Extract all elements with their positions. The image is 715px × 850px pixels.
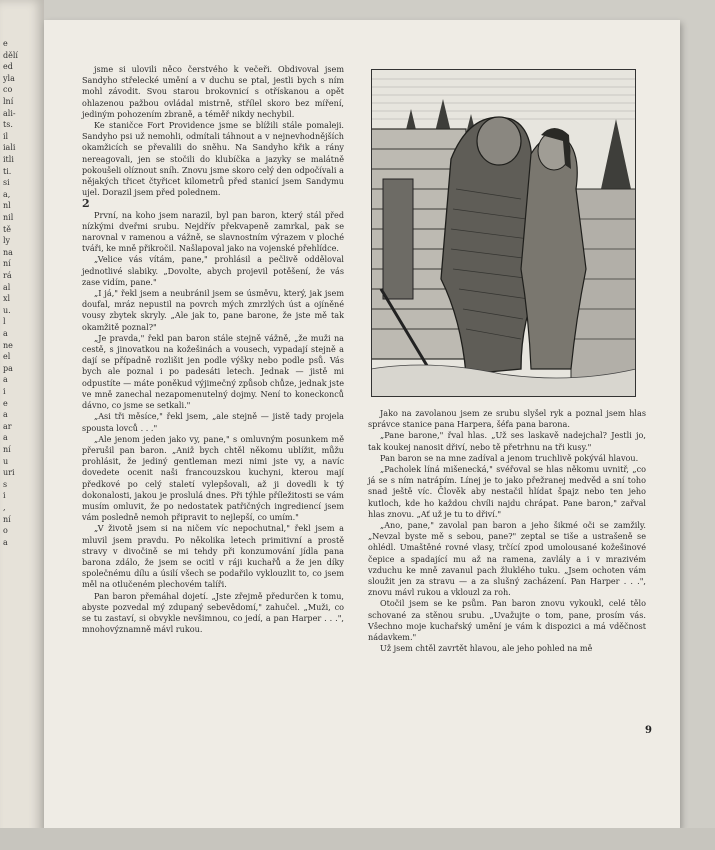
previous-page-text-fragment: al (3, 282, 11, 292)
previous-page-text-fragment: tě (3, 224, 11, 234)
previous-page-text-fragment: u (3, 456, 9, 466)
paragraph: Ke staničce Fort Providence jsme se blížili stále pomaleji. Sandyho psi už nemohli, odmítali táhnout a v nejnevhodnějších okamžicích se převalili do sněhu. Na Sandyho křik a rány nereagovali, jen se stočili do klubíčka a jazyky se malátně pokoušeli olíznout sníh. Znovu jsme skoro celý den odpočívali a nějakých třicet čtyřicet kilometrů před stanicí jsem Sandymu ujel. Dorazil jsem před polednem. (82, 120, 344, 198)
previous-page-text-fragment: i (3, 387, 6, 396)
previous-page-text-fragment: ts. (3, 120, 13, 130)
previous-page-text-fragment: nl (3, 201, 11, 211)
left-text-column (82, 64, 344, 635)
previous-page-text-fragment: e (3, 398, 8, 408)
previous-page-text-fragment: ali- (3, 108, 16, 118)
paragraph: Pan baron přemáhal dojetí. „Jste zřejmě předurčen k tomu, abyste pozvedal mý zdupaný sebevědomí," zahučel. „Muži, co se tu zastaví, si obvykle nevšimnou, co jedí, a pan Harper . . .", mnohovýznamně mávl rukou. (82, 590, 344, 635)
paragraph: Otočil jsem se ke psům. Pan baron znovu vykoukl, celé tělo schované za stěnou srubu. „Uvažujte o tom, pane, prosím vás. Všechno moje kuchařský umění je vám k dispozici a má vděčnost nádavkem." (368, 598, 646, 643)
previous-page-text-fragment: na (3, 247, 13, 257)
previous-page-text-fragment: lní (3, 97, 14, 106)
section-number: 2 (82, 197, 90, 211)
paragraph: „Asi tři měsíce," řekl jsem, „ale stejně — jistě tady projela spousta lovců . . ." (82, 411, 344, 433)
paragraph: Jako na zavolanou jsem ze srubu slyšel ryk a poznal jsem hlas správce stanice pana Harpera, šéfa pana barona. (368, 408, 646, 430)
previous-page-text-fragment: itli (3, 155, 14, 164)
previous-page-text-fragment: rá (3, 271, 12, 280)
paragraph: „Ano, pane," zavolal pan baron a jeho šikmé oči se zamžily. „Nevzal byste mě s sebou, pane?" zeptal se tiše a ustrašeně se ohlédl. Umaštěné rovné vlasy, trčící zpod umolousané kožešinové čepice a spadající mu až na ramena, zavlály a i v mrazivém vzduchu ke mně zavanul pach žluklého tuku. „Jsem ochoten vám sloužit jen za stravu — a za slušný zacházení. Pan Harper . . .", znovu mávl rukou a vklouzl za roh. (368, 520, 646, 598)
previous-page-text-fragment: iali (3, 143, 16, 153)
previous-page-text-fragment: el (3, 352, 11, 362)
previous-page-text-fragment: pa (3, 363, 13, 373)
previous-page-text-fragment: s (3, 479, 8, 489)
previous-page-text-fragment: ar (3, 421, 12, 431)
previous-page-text-fragment: a (3, 375, 8, 385)
previous-page-text-fragment: ly (3, 236, 11, 246)
paragraph: „I já," řekl jsem a neubránil jsem se úsměvu, který, jak jsem doufal, mráz nepustil na povrch mých zmrzlých úst a ojíněné vousy zbytek skryly. „Ale jak to, pane barone, že jste mě tak okamžitě poznal?" (82, 288, 344, 332)
book-page (44, 20, 680, 828)
previous-page-text-fragment: a (3, 433, 8, 443)
previous-page-text-fragment: ní (3, 445, 11, 454)
previous-page-text-fragment: xl (3, 294, 11, 304)
paragraph: jsme si ulovili něco čerstvého k večeři. Obdivoval jsem Sandyho střelecké umění a v duchu se ptal, jestli bych s ním mohl závodit. Svou starou brokovnicí s otřískanou a opět ohlazenou pažbou ovládal mistrně, střílel skoro bez míření, jediným pohozením zbraně, a téměř nikdy nechybil. (82, 64, 344, 119)
table-surface (0, 828, 715, 850)
previous-page-text-fragment: ne (3, 340, 13, 350)
previous-page-text-fragment: l (3, 317, 6, 327)
previous-page-text-fragment: o (3, 526, 8, 536)
previous-page-text-fragment: uri (3, 468, 15, 478)
paragraph: „Pacholek líná mišenecká," svéřoval se hlas někomu uvnitř, „co já se s ním natrápím. Línej je to jako přežranej medvěd a sní toho snad ještě víc. Člověk aby nestačil hlídat špajz nebo ten jeho kutloch, kde ho každou chvíli najdu chrápat. Pane baron," zařval hlas znovu. „Ať už je tu to dřiví." (368, 464, 646, 519)
previous-page-text-fragment: a (3, 410, 8, 420)
previous-page-text-fragment: nil (3, 213, 14, 222)
previous-page-text-fragment: ti. (3, 166, 12, 176)
paragraph: „Pane barone," řval hlas. „Už ses laskavě nadejchal? Jestli jo, tak koukej nanosit dřiví, nebo tě přetrhnu na tři kusy." (368, 430, 646, 452)
previous-page-text-fragment: e (3, 39, 8, 48)
previous-page-text-fragment: u. (3, 305, 11, 315)
previous-page-text-fragment: ní (3, 514, 11, 524)
previous-page-text-fragment: a, (3, 189, 11, 199)
previous-page-text-fragment: a (3, 537, 8, 547)
paragraph: „V životě jsem si na ničem víc nepochutnal," řekl jsem a mluvil jsem pravdu. Po několika letech primitivní a prostě stravy v divočině se mi tehdy při konzumování jídla pana barona zdálo, že jsem se ocitl v ráji kuchařů a že jen díky společnému dílu a úsilí všech se podařilo vyklouzlit to, co jsem měl na otlučeném plechovém talíři. (82, 523, 344, 590)
paragraph: „Velice vás vítám, pane," prohlásil a pečlivě odděloval jednotlivé slabiky. „Dovolte, abych projevil potěšení, že vás zase vidím, pane." (82, 254, 344, 287)
paragraph: „Je pravda," řekl pan baron stále stejně vážně, „že muži na cestě, s jinovatkou na kožešinách a vousech, vypadají stejně a dají se případně rozlišit jen podle výšky nebo podle psů. Vás bych ale poznal i po padesáti letech. Jednak — jistě mi odpustíte — máte poněkud výjimečný způsob chůze, jednak jste ve mně zanechal nezapomenutelný dojmy. Není to koneckonců dávno, co jsme se setkali." (82, 332, 344, 411)
paragraph: Pan baron se na mne zadíval a jenom truchlivě pokývál hlavou. (380, 452, 639, 463)
illustration-two-figures-in-furs (371, 69, 636, 397)
paragraph: První, na koho jsem narazil, byl pan baron, který stál před nízkými dveřmi srubu. Nejdřív překvapeně zamrkal, pak se narovnal v ramenou a vážně, se slavnostním výrazem v ploché tváři, ke mně přikročil. Našlapoval jako na vojenské přehlídce. (82, 209, 344, 254)
previous-page-text-fragment: yla (3, 73, 15, 83)
previous-page-text-fragment: dělí (3, 50, 18, 60)
previous-page-text-fragment: , (3, 503, 6, 512)
previous-page-edge (0, 0, 44, 850)
previous-page-text-fragment: a (3, 329, 8, 338)
previous-page-text-fragment: ní (3, 259, 11, 269)
previous-page-text-fragment: i (3, 491, 6, 501)
page-number: 9 (645, 725, 652, 736)
previous-page-text-fragment: ed (3, 62, 13, 72)
previous-page-text-fragment: si (3, 178, 10, 188)
paragraph: Už jsem chtěl zavrtět hlavou, ale jeho pohled na mě (380, 643, 593, 654)
right-text-column (368, 408, 646, 654)
paragraph: „Ale jenom jeden jako vy, pane," s omluvným posunkem mě přerušil pan baron. „Aniž bych chtěl někomu ublížit, můžu prohlásit, že jediný gentleman mezi nimi jste vy, a navíc dovedete ocenit naši francouzskou kuchyni, kterou mají předkové po celý staletí vylepšovali, až ji dovedli k tý dokonalosti, jakou je proslulá dnes. Při týhle příležitosti se vám musím omluvit, že po nedostatek patřičných ingrediencí jsem vám posledně nemoh připravit to nejlepší, co umím." (82, 433, 344, 523)
previous-page-text-fragment: il (3, 131, 9, 141)
previous-page-text-fragment: co (3, 85, 13, 95)
